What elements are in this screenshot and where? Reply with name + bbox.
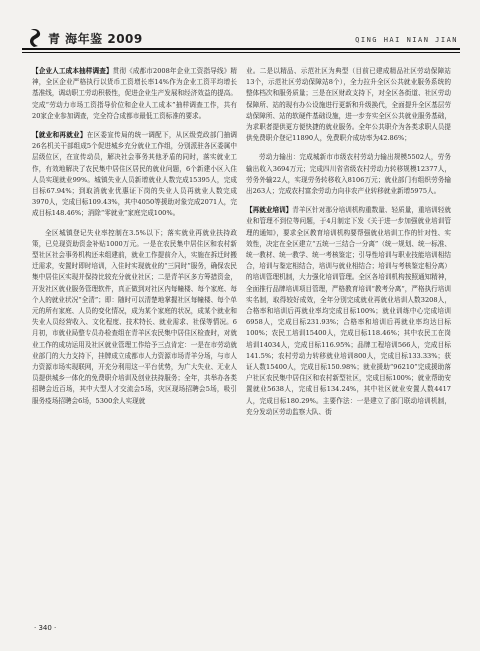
left-column (32, 66, 237, 415)
paragraph-continued (246, 66, 451, 144)
paragraph-text: 贯彻《成都市2008年企业工资指导线》精神，全区企业严格执行以货币工资增长率14%作为企业工资平均增长基准线，调动职工劳动积极性，促进企业生产发展和经济效益的提高。完成“劳动力市场工资指导价位和企业人工成本”抽样调查工作，共有20家企业参加调查，完全符合成都市最低工资标准的要求。 (32, 67, 238, 120)
paragraph-labor-cost-survey (32, 66, 237, 122)
paragraph-text: 在区委宣传局的统一调配下，从区级党政部门抽调26名机关干部组成5个促进城乡充分就业工作组，分别派驻各区委属中层级位区，在宣传动员，解决社会事务其他矛盾的同时，落实就业工作，有效地解决了农民集中居住区居民的就业问题，6个新建小区入住人员实现就业99%。城镇失业人员新增就业人数完成15395人，完成目标67.94%；到取消就业优惠证下岗的失业人员再就业人数完成3970人，完成目标109.43%，其中4050等援助对象完成2071人，完成目标148.46%；消除“零就业”家庭完成100%。 (32, 131, 238, 218)
section-tag: 【企业人工成本抽样调查】 (32, 67, 113, 75)
section-tag: 【再就业培训】 (246, 206, 293, 215)
paragraph-employment (32, 130, 237, 220)
paragraph-labor-export (246, 152, 451, 197)
yearbook-title: 青 海年鉴 2009 (48, 31, 143, 46)
yearbook-emblem-icon (28, 28, 44, 48)
yearbook-logo (28, 28, 143, 48)
header-rule-thin (22, 52, 460, 53)
page-number: · 340 · (34, 624, 57, 632)
header-rule-thick (22, 48, 460, 50)
right-column (246, 66, 451, 426)
yearbook-pinyin-title: QING HAI NIAN JIAN (355, 36, 458, 44)
section-tag: 【就业和再就业】 (32, 131, 87, 140)
paragraph-text: 业。二是以精品、示范社区为典型（目前已建成精品社区劳动保障站13个，示范社区劳动保障站8个），全力拉升全区公共就业服务系统的整体档次和服务质量；三是在区财政支持下，对全区各街道、社区劳动保障所、站的现有办公设施进行更新和升级换代，全面提升全区基层劳动保障所、站的软硬件基础设施，进一步夯实全区公共就业服务基础，为求职者提供更方便快捷的就业服务。全年公共职介为各类求职人员提供免费职介登记11890人，免费职介成功率为42.86%； (246, 67, 451, 143)
paragraph-text: 劳动力输出：完成城新市市级农村劳动力输出规模5502人，劳务输出收入3694万元；完成四川省省级农村劳动力转移规模12377人，劳务外输22人，实现劳务转移收入8106万元；就业部门有组织劳务输出263人；完成农村富余劳动力向非农产业转移就业新增5975人。 (246, 153, 451, 196)
paragraph-text: 全区城镇登记失业率控制在3.5%以下；落实就业再就业扶持政策，已兑现资助资金补贴1000万元。一是在农民集中居住区和农村新型社区社会事务机构还未组建前，就业工作提前介入，实施在拆迁时搬迁需求，安置时即时培训，入住时实现就业的“三同时”服务，确保农民集中居住区实现并保持比较充分就业社区；二是青羊区多方筹措资金，开发社区就业服务管理软件，真正做到对社区内每幢楼、每个家庭、每个人的就业状况“全清”；即：随时可以清楚地掌握社区每幢楼、每个单元的所有家庭、人员的变化情况，成为某个家庭的状况，成某个就业和失业人员经营收入、文化程度、技术特长、就业需求、社保等情况。6月初，市就业局整专员办检查组在青羊区农民集中居住区检查时，对就业工作的成功运用及社区就业管理工作给予三点肯定：一是在市劳动就业部门的大力支持下，挂牌成立成都市人力资源市场青羊分场，与市人力资源市场实现联网，开充分利用这一平台优势，为广大失业、无业人员提供城乡一体化的免费职介培训及创业扶持服务；全年，共举办各类招聘会近百场，其中大型人才交流会5场，灾区现场招聘会5场，吸引服务疫场招聘会6场，5300余人实现就 (32, 228, 237, 405)
paragraph-reemployment-training (246, 205, 451, 418)
paragraph-text: 青羊区针对那分培训机构重数量、轻质量，重培训轻就业和管理不到位等问题，于4月制定下发《关于进一步加强就业培训管理的通知》，要求全区教育培训机构要帮强就业培训工作的针对性、实效性，决定在全区建立“五统一三结合一分离”（统一规划、统一标准、统一教材、统一教学、统一考核鉴定；引导性培训与职业技能培训相结合，培训与鉴定相结合，培训与就业相结合；培训与考核鉴定相分离）的培训管理机制，大力强化培训管理。全区各培训机构按照通知精神，全面推行品牌培训项目管理，严格教育培训“教考分离”，严格执行培训实名制，取得较好成效，全年分别完成就业再就业培训人数3208人，合格率和培训后再就业率均完成目标100%；就业训练中心完成培训6958人，完成目标231.93%；合格率和培训后再就业率均达目标100%；农民工培训15400人，完成目标118.46%；其中农民工在岗培训14034人，完成目标116.95%；品牌工程培训566人，完成目标141.5%；农村劳动力转移就业培训800人，完成目标133.33%；获证人数15400人，完成目标150.98%；就业援助“96210”完成援助落户社区农民集中居住区和农村新型社区，完成目标100%；就业帮助安置就业5638人，完成目标134.24%，其中社区就业安置人数4417人，完成目标180.29%。主要作法：一是建立了部门联动培训机制，充分发动区劳动监察大队、街 (246, 206, 452, 416)
paragraph-unemployment-rate (32, 228, 237, 407)
